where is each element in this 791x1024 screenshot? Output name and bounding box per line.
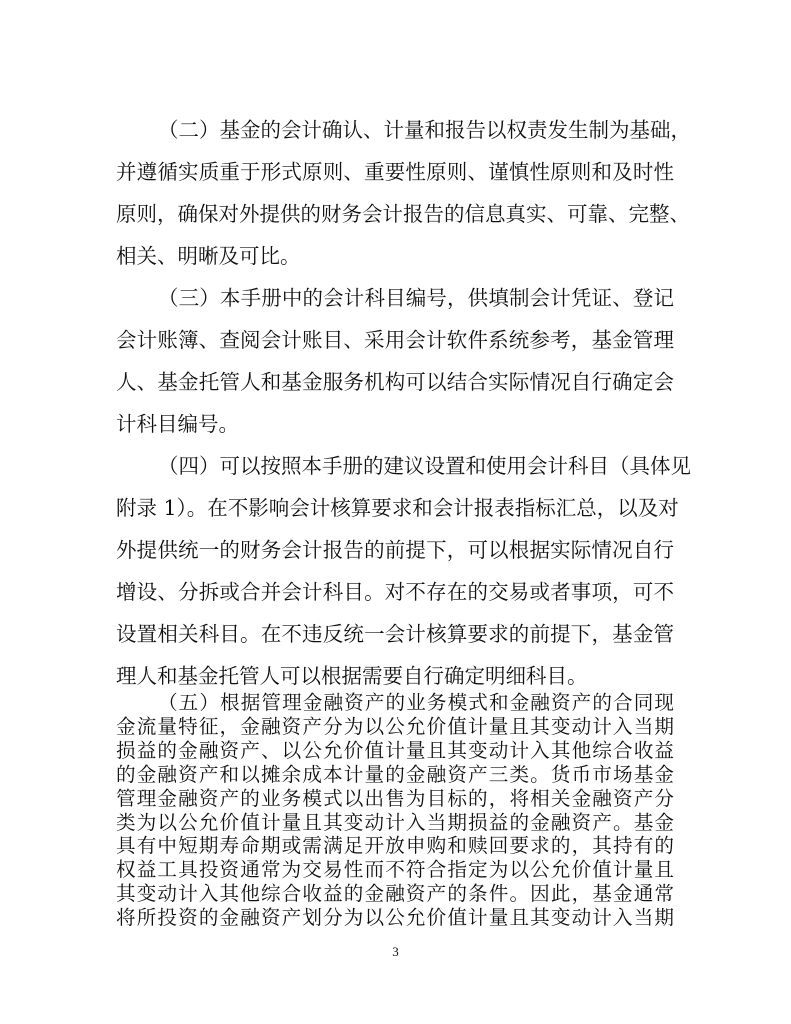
paragraph-4-line-1: （四）可以按照本手册的建议设置和使用会计科目（具体见 <box>158 454 691 478</box>
paragraph-4-line-2: 附录 1）。在不影响会计核算要求和会计报表指标汇总，以及对 <box>116 496 679 520</box>
paragraph-5-line-5: 管理金融资产的业务模式以出售为目标的，将相关金融资产分 <box>116 786 674 810</box>
paragraph-5-line-9: 其变动计入其他综合收益的金融资产的条件。因此，基金通常 <box>116 882 674 906</box>
paragraph-3-line-2: 会计账簿、查阅会计账目、采用会计软件系统参考，基金管理 <box>116 328 674 352</box>
paragraph-3-line-4: 计科目编号。 <box>116 412 239 436</box>
paragraph-5-line-3: 损益的金融资产、以公允价值计量且其变动计入其他综合收益 <box>116 738 674 762</box>
paragraph-5-line-4: 的金融资产和以摊余成本计量的金融资产三类。货币市场基金 <box>116 762 674 786</box>
paragraph-3-line-3: 人、基金托管人和基金服务机构可以结合实际情况自行确定会 <box>116 370 674 394</box>
paragraph-5-line-2: 金流量特征，金融资产分为以公允价值计量且其变动计入当期 <box>116 714 674 738</box>
paragraph-4-line-4: 增设、分拆或合并会计科目。对不存在的交易或者事项，可不 <box>116 580 674 604</box>
paragraph-4-line-3: 外提供统一的财务会计报告的前提下，可以根据实际情况自行 <box>116 538 674 562</box>
paragraph-2-line-4: 相关、明晰及可比。 <box>116 244 301 268</box>
paragraph-2-line-3: 原则，确保对外提供的财务会计报告的信息真实、可靠、完整、 <box>116 202 690 226</box>
paragraph-4-line-6: 理人和基金托管人可以根据需要自行确定明细科目。 <box>116 664 588 688</box>
paragraph-5-line-1: （五）根据管理金融资产的业务模式和金融资产的合同现 <box>158 691 674 714</box>
paragraph-2-line-1: （二）基金的会计确认、计量和报告以权责发生制为基础， <box>158 118 691 142</box>
paragraph-5-line-7: 具有中短期寿命期或需满足开放申购和赎回要求的，其持有的 <box>116 834 674 858</box>
paragraph-5-line-6: 类为以公允价值计量且其变动计入当期损益的金融资产。基金 <box>116 810 674 834</box>
paragraph-5-line-10: 将所投资的金融资产划分为以公允价值计量且其变动计入当期 <box>116 906 674 930</box>
paragraph-4-line-5: 设置相关科目。在不违反统一会计核算要求的前提下，基金管 <box>116 622 674 646</box>
paragraph-5-line-8: 权益工具投资通常为交易性而不符合指定为以公允价值计量且 <box>116 858 674 882</box>
paragraph-2-line-2: 并遵循实质重于形式原则、重要性原则、谨慎性原则和及时性 <box>116 160 674 184</box>
paragraph-3-line-1: （三）本手册中的会计科目编号，供填制会计凭证、登记 <box>158 286 674 310</box>
page-number: 3 <box>392 944 399 959</box>
